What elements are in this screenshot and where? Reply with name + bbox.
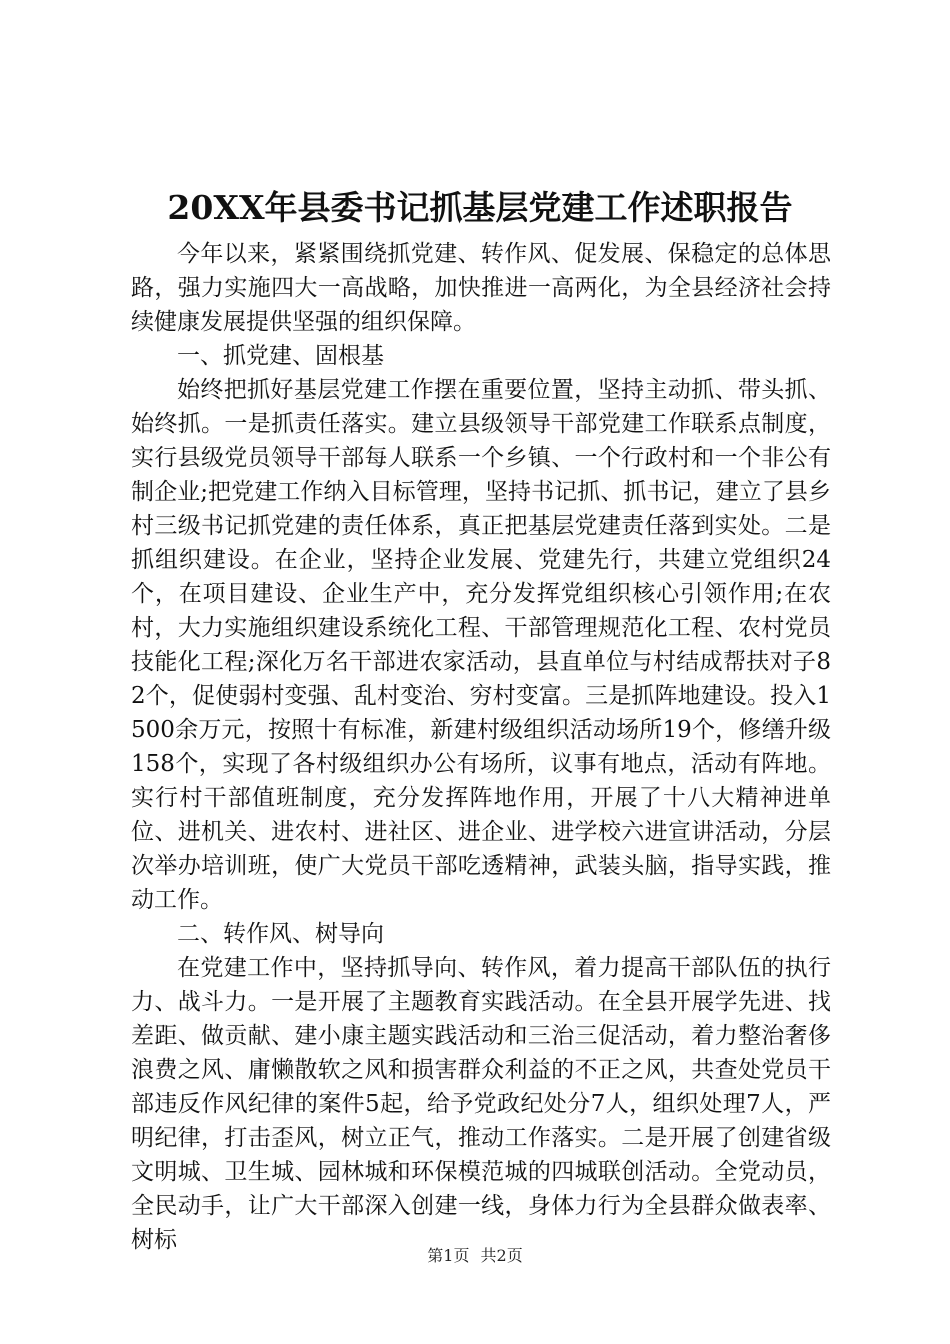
section-2-paragraph: 在党建工作中，坚持抓导向、转作风，着力提高干部队伍的执行力、战斗力。一是开展了主题教育实践活动。在全县开展学先进、找差距、做贡献、建小康主题实践活动和三治三促活动，着力整治奢侈浪费之风、庸懒散软之风和损害群众利益的不正之风，共查处党员干部违反作风纪律的案件5起，给予党政纪处分7人，组织处理7人，严明纪律，打击歪风，树立正气，推动工作落实。二是开展了创建省级文明城、卫生城、园林城和环保模范城的四城联创活动。全党动员，全民动手，让广大干部深入创建一线，身体力行为全县群众做表率、树标 [131, 955, 831, 1253]
page-footer [0, 1245, 950, 1267]
section-heading-1: 一、抓党建、固根基 [177, 343, 384, 369]
page-number: 第1页 [427, 1246, 470, 1265]
document-body [131, 237, 831, 1257]
intro-paragraph: 今年以来，紧紧围绕抓党建、转作风、促发展、保稳定的总体思路，强力实施四大一高战略，加快推进一高两化，为全县经济社会持续健康发展提供坚强的组织保障。 [131, 241, 831, 335]
section-heading-2: 二、转作风、树导向 [177, 921, 384, 947]
document-title: 20XX年县委书记抓基层党建工作述职报告 [167, 188, 793, 227]
section-1-paragraph: 始终把抓好基层党建工作摆在重要位置，坚持主动抓、带头抓、始终抓。一是抓责任落实。建立县级领导干部党建工作联系点制度，实行县级党员领导干部每人联系一个乡镇、一个行政村和一个非公有制企业;把党建工作纳入目标管理，坚持书记抓、抓书记，建立了县乡村三级书记抓党建的责任体系，真正把基层党建责任落到实处。二是抓组织建设。在企业，坚持企业发展、党建先行，共建立党组织24个，在项目建设、企业生产中，充分发挥党组织核心引领作用;在农村，大力实施组织建设系统化工程、干部管理规范化工程、农村党员技能化工程;深化万名干部进农家活动，县直单位与村结成帮扶对子82个，促使弱村变强、乱村变治、穷村变富。三是抓阵地建设。投入1500余万元，按照十有标准，新建村级组织活动场所19个，修缮升级158个，实现了各村级组织办公有场所，议事有地点，活动有阵地。实行村干部值班制度，充分发挥阵地作用，开展了十八大精神进单位、进机关、进农村、进社区、进企业、进学校六进宣讲活动，分层次举办培训班，使广大党员干部吃透精神，武装头脑，指导实践，推动工作。 [131, 377, 831, 913]
page-total: 共2页 [480, 1246, 523, 1265]
